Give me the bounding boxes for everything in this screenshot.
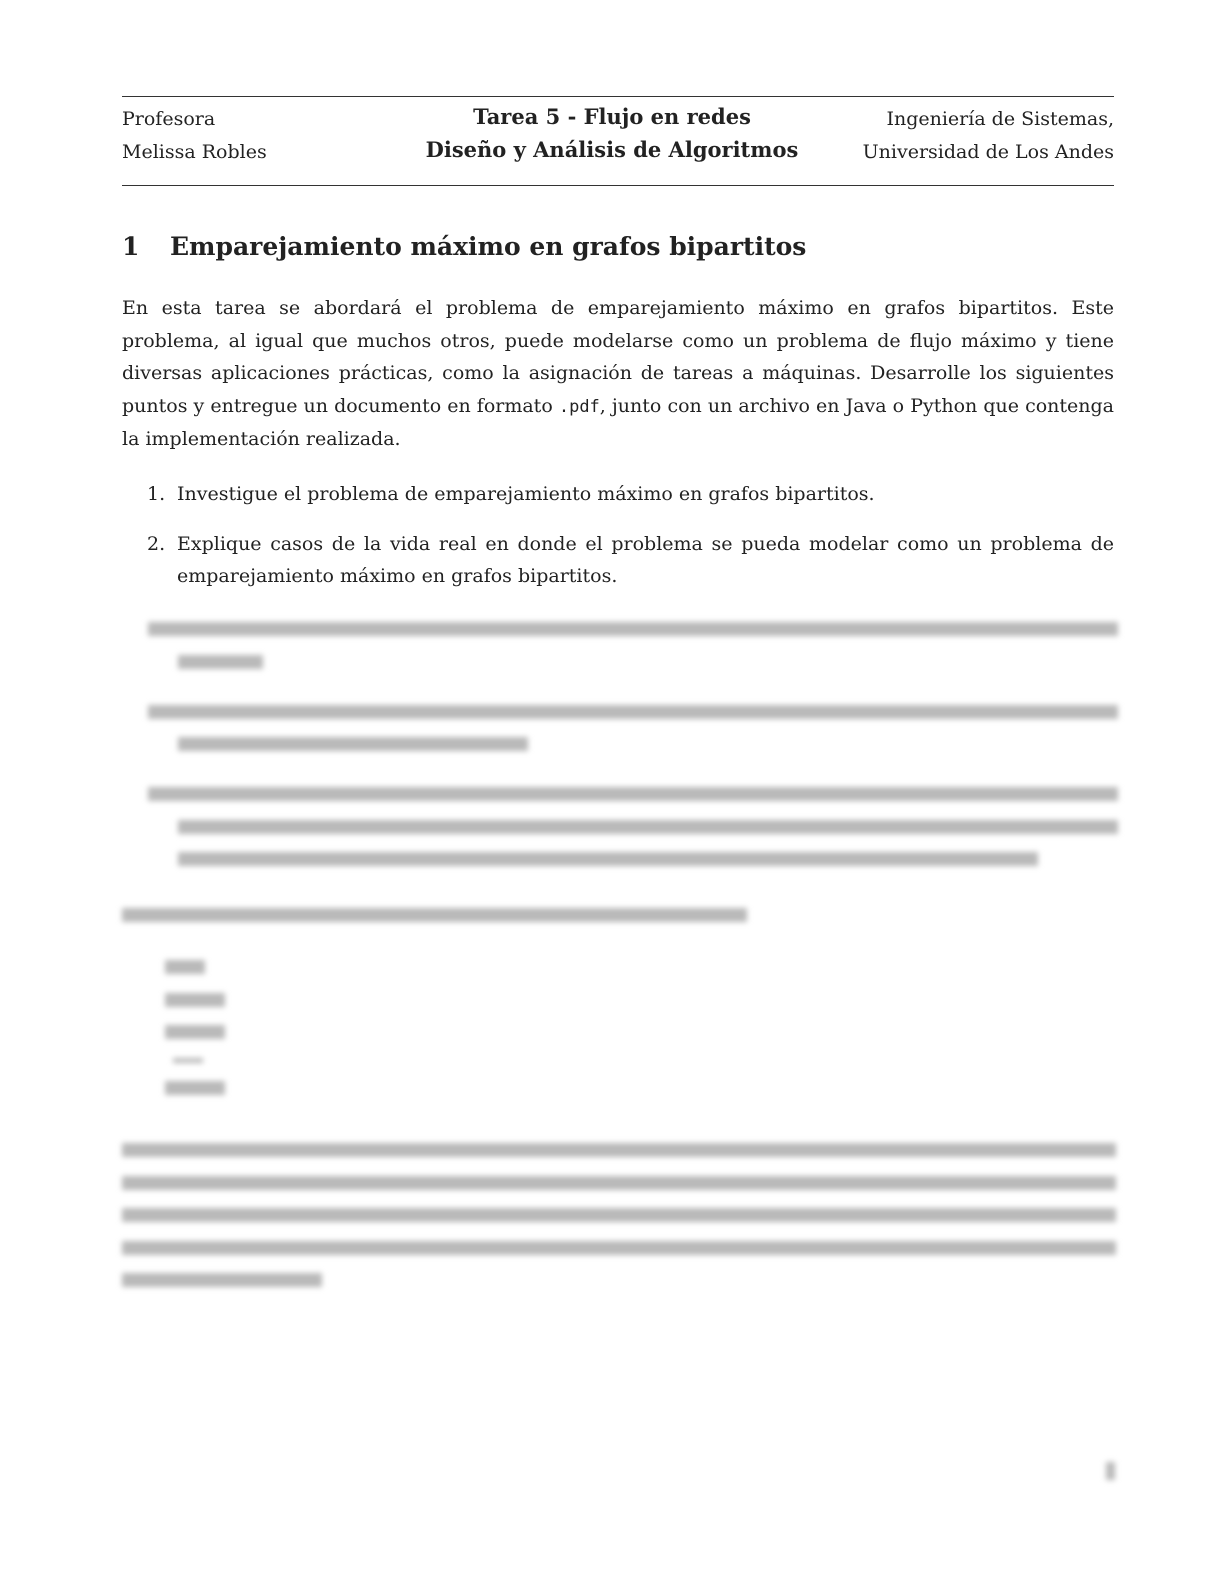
blurred-list-items (148, 622, 1118, 885)
item-text: Explique casos de la vida real en donde el problema se pueda modelar como un problema de emparejamiento máximo en grafos bipartitos. (177, 532, 1114, 587)
item-number: 2. (147, 532, 166, 555)
blurred-line (165, 1025, 225, 1039)
blurred-line (122, 1176, 1116, 1190)
blurred-paragraph (122, 1143, 1116, 1306)
header-bottom-rule (122, 185, 1114, 186)
assignment-title: Tarea 5 - Flujo en redes (473, 104, 751, 129)
blurred-line (122, 1208, 1116, 1222)
blurred-page-number (1106, 1462, 1115, 1480)
list-item (122, 478, 1114, 511)
blurred-line (173, 1058, 203, 1063)
blurred-line (122, 1241, 1116, 1255)
blurred-line (165, 1081, 225, 1095)
blurred-paragraph (122, 908, 747, 941)
blurred-line (122, 1273, 322, 1287)
blurred-line (148, 787, 1118, 801)
task-list (122, 478, 1114, 610)
item-text: Investigue el problema de emparejamiento máximo en grafos bipartitos. (177, 483, 875, 505)
header-left-line: Melissa Robles (122, 141, 267, 163)
list-item (122, 528, 1114, 593)
header-title (312, 100, 912, 166)
intro-text: , junto con un archivo en Java o Python que contenga la implementación realizada. (122, 394, 1114, 450)
blurred-line (165, 960, 205, 974)
blurred-code-block (165, 960, 225, 1114)
blurred-line (178, 737, 528, 751)
page-number (1106, 1462, 1115, 1499)
section-number: 1 (122, 232, 140, 261)
blurred-line (178, 655, 263, 669)
blurred-line (148, 622, 1118, 636)
header-institution (863, 103, 1114, 169)
header-top-rule (122, 96, 1114, 97)
intro-text: En esta tarea se abordará el problema de emparejamiento máximo en grafos bipartitos. Este problema, al igual que muchos otros, puede modelarse como un problema de flujo máximo y tiene diversas aplicaciones prácticas, como la asignación de tareas a máquinas. Desarrolle los siguientes puntos y entregue un documento en formato (122, 297, 1114, 417)
header-right-line: Universidad de Los Andes (862, 141, 1114, 163)
blurred-line (165, 993, 225, 1007)
blurred-line (122, 1143, 1116, 1157)
section-heading (122, 232, 806, 261)
header-right-line: Ingeniería de Sistemas, (886, 108, 1114, 130)
course-title: Diseño y Análisis de Algoritmos (425, 137, 799, 162)
intro-paragraph (122, 292, 1114, 456)
item-number: 1. (147, 483, 166, 505)
blurred-line (122, 908, 747, 922)
file-format-code: .pdf (558, 396, 600, 417)
blurred-line (178, 820, 1118, 834)
header-left-line: Profesora (122, 108, 216, 130)
blurred-line (178, 852, 1038, 866)
blurred-line (148, 705, 1118, 719)
section-title: Emparejamiento máximo en grafos bipartitos (170, 232, 807, 261)
header-professor (122, 103, 267, 169)
